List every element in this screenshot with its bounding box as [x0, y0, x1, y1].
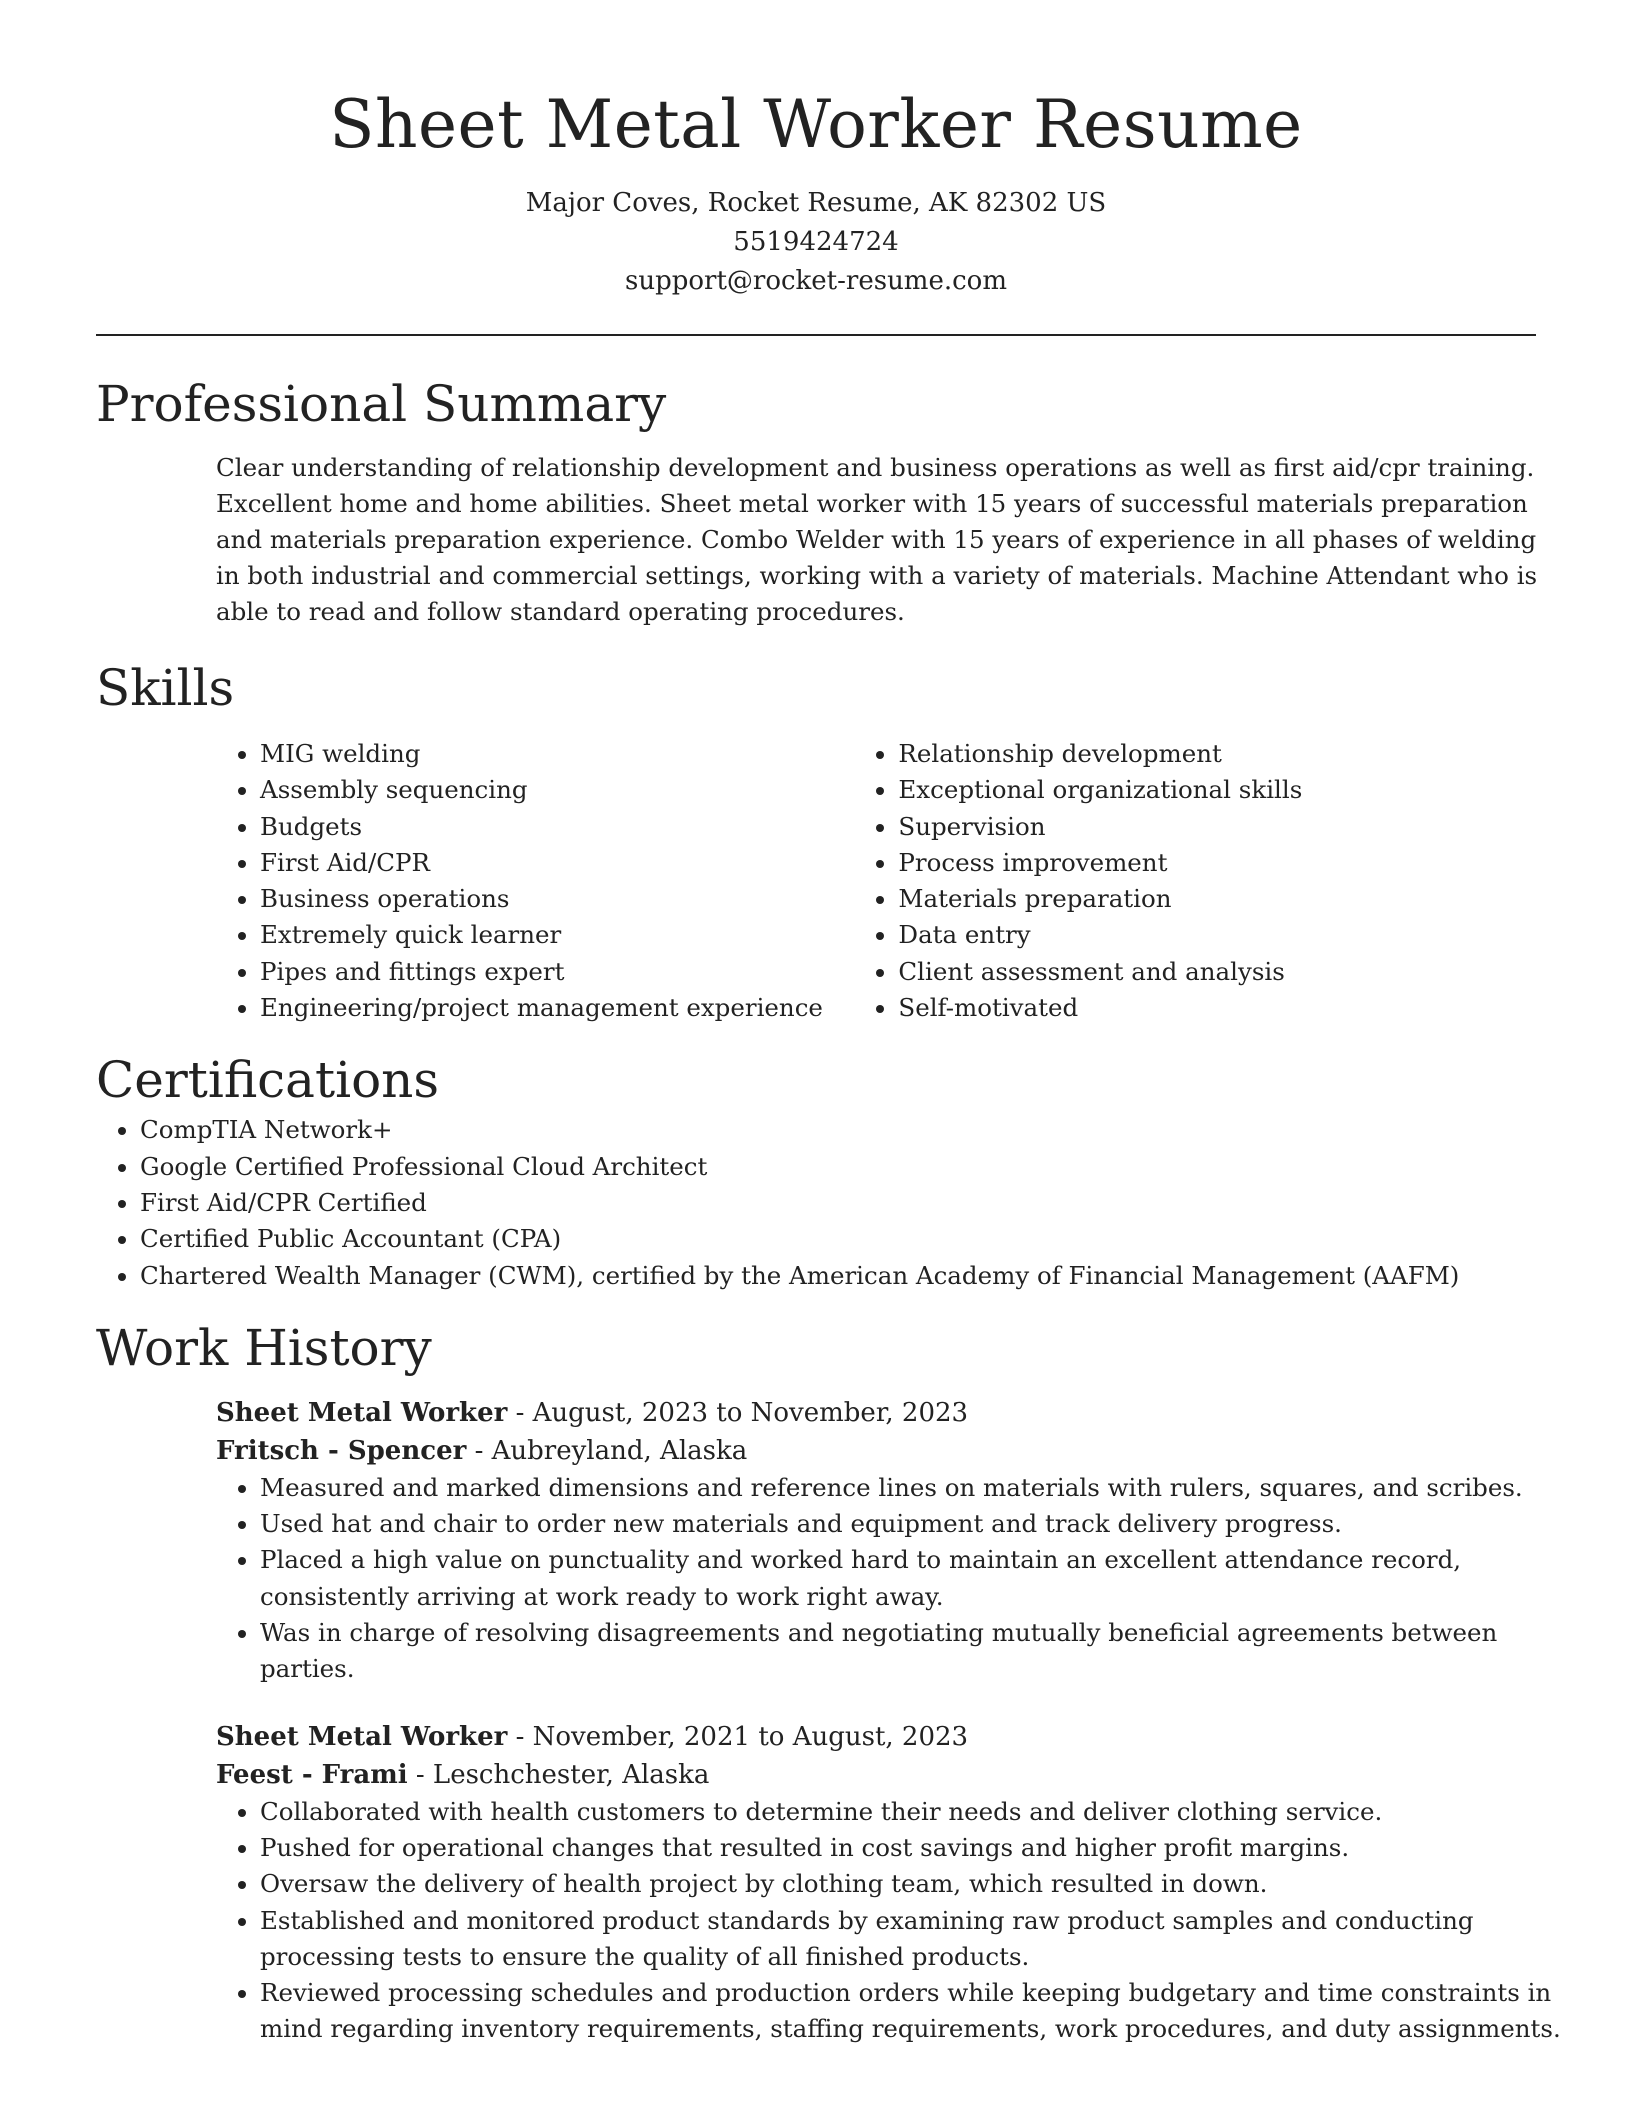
- skills-column-left: [216, 736, 854, 1026]
- skills-heading: Skills: [96, 659, 235, 717]
- certification-item: • Chartered Wealth Manager (CWM), certified by the American Academy of Financial Management (AAFM): [140, 1258, 1536, 1294]
- job-company: Fritsch - Spencer: [216, 1435, 467, 1466]
- skill-item: • Client assessment and analysis: [898, 954, 1536, 990]
- skill-item: • MIG welding: [260, 736, 854, 772]
- certification-item: • Certified Public Accountant (CPA): [140, 1221, 1536, 1257]
- job-title: Sheet Metal Worker: [216, 1721, 508, 1752]
- job-title: Sheet Metal Worker: [216, 1397, 508, 1428]
- job-bullets: [216, 1470, 1590, 1688]
- skill-item: • First Aid/CPR: [260, 845, 854, 881]
- job-bullet: • Reviewed processing schedules and production orders while keeping budgetary and time constraints in mind regarding inventory requirements, staffing requirements, work procedures, and duty assignments.: [260, 1975, 1590, 2048]
- skill-item: • Data entry: [898, 917, 1536, 953]
- job-bullet: • Oversaw the delivery of health project by clothing team, which resulted in down.: [260, 1866, 1590, 1902]
- job-bullet: • Was in charge of resolving disagreements and negotiating mutually beneficial agreements between parties.: [260, 1615, 1590, 1688]
- job-location: - Leschchester, Alaska: [407, 1759, 710, 1790]
- job-title-line: [216, 1394, 1536, 1432]
- certification-item: • Google Certified Professional Cloud Architect: [140, 1149, 1536, 1185]
- job-bullet: • Collaborated with health customers to determine their needs and deliver clothing service.: [260, 1794, 1590, 1830]
- skill-item: • Supervision: [898, 809, 1536, 845]
- work-history-heading: Work History: [96, 1318, 432, 1377]
- skills-column-right: [854, 736, 1536, 1026]
- contact-phone: 5519424724: [733, 227, 899, 257]
- header-divider: [96, 334, 1536, 336]
- job-location: - Aubreyland, Alaska: [466, 1435, 748, 1466]
- certification-item: • CompTIA Network+: [140, 1112, 1536, 1148]
- skill-item: • Business operations: [260, 881, 854, 917]
- job-company-line: [216, 1432, 1536, 1470]
- certification-item: • First Aid/CPR Certified: [140, 1185, 1536, 1221]
- skill-item: • Process improvement: [898, 845, 1536, 881]
- skill-item: • Budgets: [260, 809, 854, 845]
- contact-address: Major Coves, Rocket Resume, AK 82302 US: [525, 188, 1107, 218]
- job-bullet: • Pushed for operational changes that resulted in cost savings and higher profit margins.: [260, 1830, 1590, 1866]
- skill-item: • Exceptional organizational skills: [898, 772, 1536, 808]
- job-bullets: [216, 1794, 1590, 2048]
- skill-item: • Relationship development: [898, 736, 1536, 772]
- job-entry: [216, 1394, 1536, 1688]
- job-entry: [216, 1718, 1561, 2048]
- skill-item: • Assembly sequencing: [260, 772, 854, 808]
- resume-page: [96, 0, 1561, 2048]
- certifications-heading: Certifications: [96, 1051, 440, 1110]
- job-bullet: • Used hat and chair to order new materials and equipment and track delivery progress.: [260, 1506, 1590, 1542]
- job-bullet: • Established and monitored product standards by examining raw product samples and conducting processing tests to ensure the quality of all finished products.: [260, 1903, 1590, 1976]
- job-bullet: • Measured and marked dimensions and reference lines on materials with rulers, squares, and scribes.: [260, 1470, 1590, 1506]
- contact-block: [96, 184, 1536, 301]
- job-company-line: [216, 1756, 1536, 1794]
- skill-item: • Self-motivated: [898, 990, 1536, 1026]
- contact-email: support@rocket-resume.com: [624, 266, 1007, 296]
- job-bullet: • Placed a high value on punctuality and worked hard to maintain an excellent attendance record, consistently arriving at work ready to work right away.: [260, 1542, 1590, 1615]
- certifications-list: [96, 1112, 1536, 1293]
- job-dates: - August, 2023 to November, 2023: [507, 1397, 969, 1428]
- skills-grid: [216, 736, 1536, 1026]
- skill-item: • Pipes and fittings expert: [260, 954, 854, 990]
- job-dates: - November, 2021 to August, 2023: [507, 1721, 969, 1752]
- resume-title: Sheet Metal Worker Resume: [329, 86, 1303, 163]
- skill-item: • Materials preparation: [898, 881, 1536, 917]
- job-title-line: [216, 1718, 1536, 1756]
- job-company: Feest - Frami: [216, 1759, 408, 1790]
- summary-text: Clear understanding of relationship development and business operations as well as first aid/cpr training. Excellent home and home abilities. Sheet metal worker with 15 years of successful materials preparation and materials preparation experience. Combo Welder with 15 years of experience in all phases of welding in both industrial and commercial settings, working with a variety of materials. Machine Attendant who is able to read and follow standard operating procedures.: [216, 453, 1538, 626]
- summary-heading: Professional Summary: [96, 375, 667, 433]
- skill-item: • Extremely quick learner: [260, 917, 854, 953]
- skill-item: • Engineering/project management experience: [260, 990, 854, 1026]
